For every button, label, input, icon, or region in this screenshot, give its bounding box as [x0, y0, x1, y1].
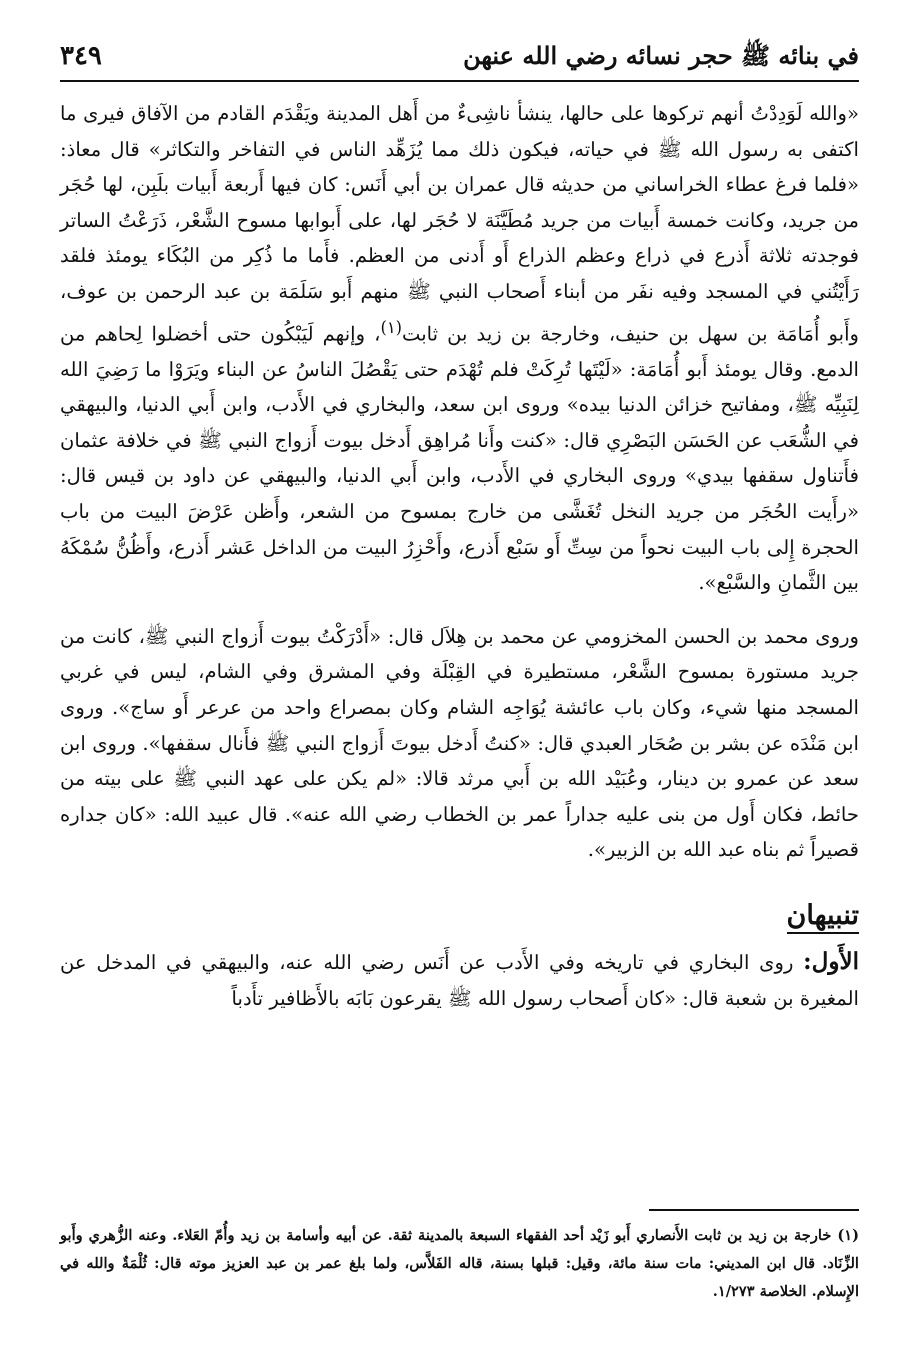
paragraph-1-part-b: ، وإنهم لَيَبْكُون حتى أخضلوا لِحاهم من الدمع. وقال يومئذ أَبو أُمَامَة: «لَيْتَها تُرِكَتْ فلم تُهْدَم حتى يَقْصُلَ الناسُ عن البناء ويَرَوْا ما رَضِيَ الله لِنَبِيِّه ﷺ، ومفاتيح خزائن الدنيا بيده» وروى ابن سعد، والبخاري في الأَدب، وابن أَبي الدنيا، والبيهقي في الشُّعَب عن الحَسَن البَصْرِي قال: «كنت وأَنا مُراهِق أَدخل بيوت أَزواج النبي ﷺ في خلافة عثمان فأَتناول سقفها بيدي» وروى البخاري في الأَدب، وابن أَبي الدنيا، والبيهقي عن داود بن قيس قال: «رأَيت الحُجَر من جريد النخل تُغَشَّى من خارج بمسوح من الشعر، وأَظن عَرْضَ البيت من باب الحجرة إِلى باب البيت نحواً من سِتِّ أَو سَبْع أَذرع، وأَحْزِرُ البيت من الداخل عَشر أَذرع، وأَظُنُّ سُمْكَهُ بين الثَّمانِ والسَّبْع». — [60, 322, 859, 595]
footnote: (١) خارجة بن زيد بن ثابت الأَنصاري أَبو زَيْد أحد الفقهاء السبعة بالمدينة ثقة. عن أبيه وأسامة بن زيد وأُمّ العَلاء. وعنه الزُّهري وأَبو الزِّنَاد. قال ابن المديني: مات سنة مائة، وقيل: قبلها بسنة، قاله الفَلاَّس، ولما بلغ عمر بن عبد العزيز موته قال: ثُلْمَةٌ والله في الإِسلام. الخلاصة ١/٢٧٣. — [60, 1227, 859, 1300]
page-number: ٣٤٩ — [60, 41, 102, 71]
paragraph-2: وروى محمد بن الحسن المخزومي عن محمد بن هِلاَل قال: «أَدْرَكْتُ بيوت أَزواج النبي ﷺ، كانت من جريد مستورة بمسوح الشَّعْر، مستطيرة في القِبْلَة وفي المشرق وفي الشام، ليس في غربي المسجد منها شيء، وكان باب عائشة يُوَاجِه الشام وكان بمصراع واحد من عرعر أَو ساج». وروى ابن مَنْدَه عن بشر بن صُحَار العبدي قال: «كنتُ أَدخل بيوتَ أَزواج النبي ﷺ فأَنال سقفها». وروى ابن سعد عن عمرو بن دينار، وعُبَيْد الله بن أَبي مرثد قالا: «لم يكن على عهد النبي ﷺ على بيته من حائط، فكان أَول من بنى عليه جداراً عمر بن الخطاب رضي الله عنه». قال عبيد الله: «كان جداره قصيراً ثم بناه عبد الله بن الزبير». — [60, 624, 859, 862]
paragraph-3-text: روى البخاري في تاريخه وفي الأَدب عن أَنَس رضي الله عنه، والبيهقي في المدخل عن المغيرة بن شعبة قال: «كان أَصحاب رسول الله ﷺ يقرعون بَابَه بالأَظافير تأَدباً — [60, 951, 859, 1010]
book-page — [60, 36, 859, 1347]
footnote-reference: (١) — [380, 317, 402, 337]
footnote-divider — [649, 1209, 859, 1211]
paragraph-3 — [60, 944, 859, 1016]
main-text — [60, 96, 859, 1016]
running-header — [60, 36, 859, 82]
running-title: في بنائه ﷺ حجر نسائه رضي الله عنهن — [463, 41, 859, 70]
section-heading-text: تنبيهان — [787, 900, 859, 934]
paragraph-1 — [60, 96, 859, 601]
section-heading — [60, 896, 859, 936]
paragraph-3-lead: الأَول: — [803, 948, 859, 975]
paragraph-1-part-a: «والله لَوَدِدْتُ أنهم تركوها على حالها، ينشأ ناشِىءٌ من أَهل المدينة ويَقْدَم القادم من الآفاق فيرى ما اكتفى به رسول الله ﷺ في حياته، فيكون ذلك مما يُزَهِّد الناس في التفاخر والتكاثر» قال معاذ: «فلما فرغ عطاء الخراساني من حديثه قال عمران بن أبي أَنَس: كان فيها أَربعة أَبيات بلَبِن، لها حُجَر من جريد، وكانت خمسة أَبيات من جريد مُطَيَّنَة لا حُجَر لها، على أَبوابها مسوح الشَّعْر، ذَرَعْتُ الساتر فوجدته ثلاثة أَذرع في ذراع وعظم الذراع أَو أَدنى من العظم. فأَما ما ذُكِر من البُكَاء يومئذ فلقد رَأَيْتُني في المسجد وفيه نفَر من أبناء أَصحاب النبي ﷺ منهم أَبو سَلَمَة بن عبد الرحمن بن عوف، وأَبو أُمَامَة بن سهل بن حنيف، وخارجة بن زيد بن ثابت — [60, 102, 859, 346]
